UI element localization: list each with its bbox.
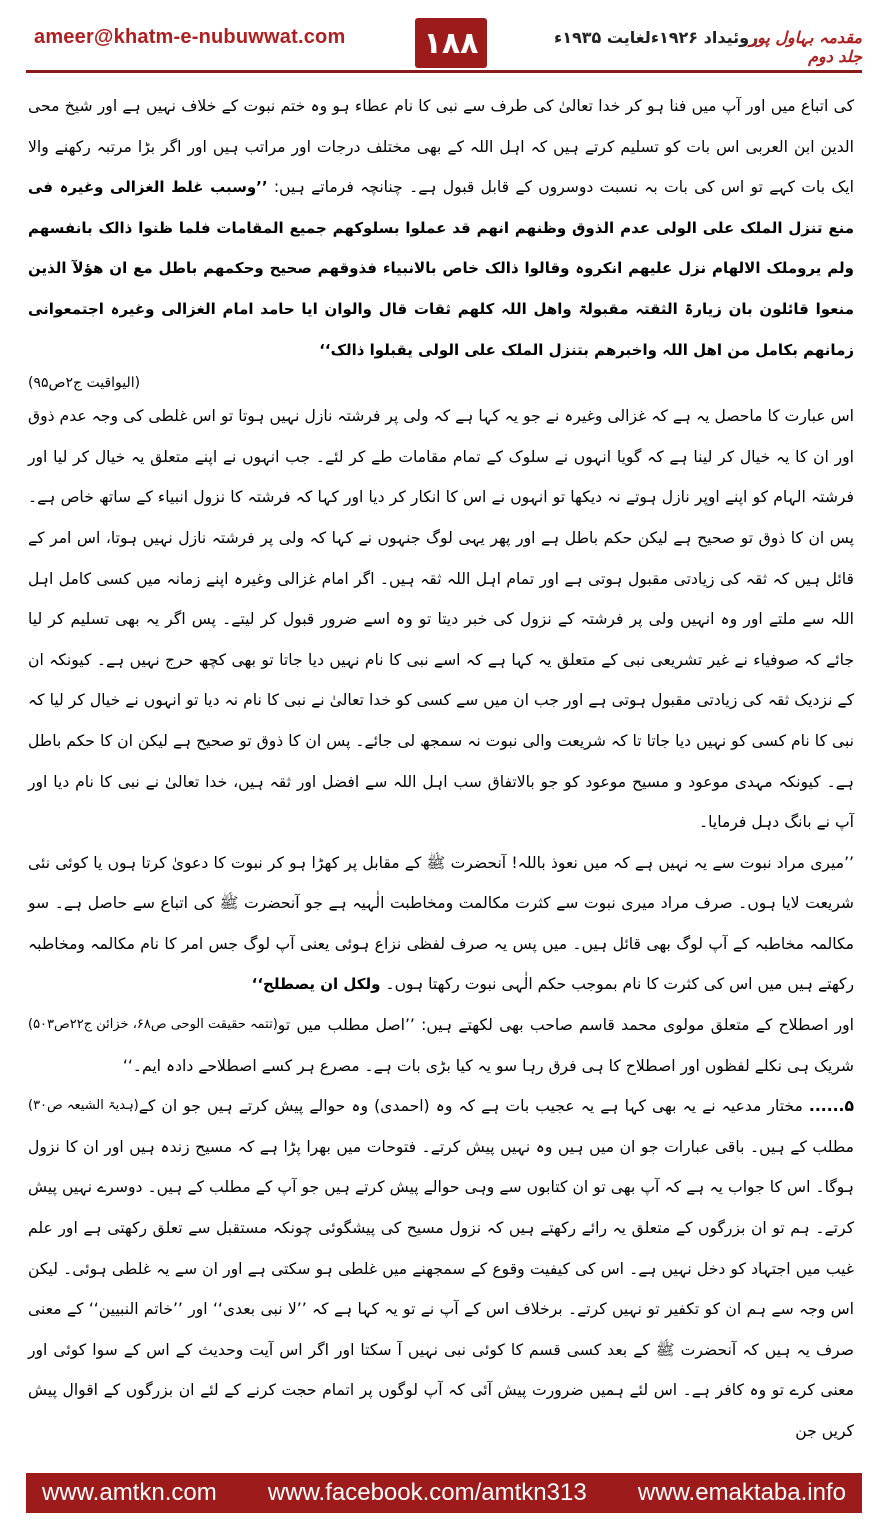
page-number-badge: ۱۸۸ <box>415 18 487 68</box>
quote-2 <box>28 843 854 1033</box>
reference-1: (الیواقیت ج۲ص۹۵) <box>28 375 141 392</box>
paragraph-2: اس عبارت کا ماحصل یہ ہے کہ غزالی وغیرہ نے جو یہ کہا ہے کہ ولی پر فرشتہ نازل نہیں ہوتا تو اس غلطی کی وجہ عدم ذوق اور ان کا یہ خیال کر لینا ہے کہ گویا انہوں نے سلوک کے تمام مقامات طے کر لئے۔ جب انہوں نے اپنے متعلق یہ خیال کر لیا اور فرشتہ الہام کو اپنے اوپر نازل ہوتے نہ دیکھا تو انہوں نے اس کا انکار کر دیا اور کہا کہ فرشتہ کا نزول انبیاء کے ساتھ خاص ہے۔ پس ان کا ذوق تو صحیح ہے لیکن حکم باطل ہے اور پھر یہی لوگ جنہوں نے کہا کہ ولی پر فرشتہ نازل نہیں ہوتا، اس امر کے قائل ہیں کہ ثقہ کی زیادتی مقبول ہوتی ہے اور تمام اہل اللہ ثقہ ہیں۔ اگر امام غزالی وغیرہ اپنے زمانہ میں کسی کامل اہل اللہ سے ملتے اور وہ انہیں ولی پر فرشتہ کے نزول کی خبر دیتا تو وہ اسے ضرور قبول کر لیتے۔ پس اگر یہ بھی تسلیم کر لیا جائے کہ صوفیاء نے غیر تشریعی نبی کے متعلق یہ کہا ہے کہ اسے نبی کا نام نہیں دیا جاتا تو بھی کچھ حرج نہیں ہے۔ کیونکہ ان کے نزدیک ثقہ کی زیادتی مقبول ہوتی ہے اور جب ان میں سے کسی کو خدا تعالیٰ نے نبی کا نام نہ دیا تو انہوں نے خیال کر لیا کہ نبی کا نام کسی کو نہیں دیا جاتا تا کہ شریعت والی نبوت نہ سمجھ لی جائے۔ پس ان کا ذوق تو صحیح ہے لیکن ان کا حکم باطل ہے۔ کیونکہ مہدی موعود و مسیح موعود کو جو بالاتفاق سب اہل اللہ سے افضل اور ثقہ ہیں، خدا تعالیٰ نے نبی کا نام دیا اور آپ نے بانگ دہل فرمایا۔ <box>28 407 854 832</box>
page-footer <box>26 1473 862 1513</box>
paragraph-3-text: اور اصطلاح کے متعلق مولوی محمد قاسم صاحب بھی لکھتے ہیں: ’’اصل مطلب میں تو شریک ہی نکلے لفظوں اور اصطلاح کا ہی فرق رہا سو یہ کیا بڑی بات ہے۔ مصرع ہر کسے اصطلاحے دادہ ایم۔‘‘ <box>122 1016 854 1075</box>
page-header <box>26 18 862 73</box>
quote-2-text: ’’میری مراد نبوت سے یہ نہیں ہے کہ میں نعوذ باللہ! آنحضرت ﷺ کے مقابل پر کھڑا ہو کر نبوت کا دعویٰ کرتا ہوں یا کوئی نئی شریعت لایا ہوں۔ صرف مراد میری نبوت سے کثرت مکالمت ومخاطبت الٰہیہ ہے جو آنحضرت ﷺ کی اتباع سے حاصل ہے۔ سو مکالمہ مخاطبہ کے آپ لوگ بھی قائل ہیں۔ میں پس یہ صرف لفظی نزاع ہوئی یعنی آپ لوگ جس امر کا نام مکالمہ ومخاطبہ رکھتے ہیں میں اس کی کثرت کا نام بموجب حکم الٰہی نبوت رکھتا ہوں۔ <box>28 853 854 994</box>
item-number-5: ۵...... <box>808 1097 854 1116</box>
arabic-quote-1: ’’وسبب غلط الغزالی وغیرہ فی منع تنزل الملک علی الولی عدم الذوق وظنھم انھم قد عملوا بسلوکھم جمیع المقامات فلما ظنوا ذالک بانفسھم ولم یروملک الالھام نزل علیھم انکروہ وقالوا ذالک خاص بالانبیاء فذوقھم صحیح وحکمھم باطل مع ان ھؤلآ الذین منعوا قائلون بان زیارۃ الثقتہ مقبولۃ واھل اللہ کلھم ثقات قال والوان ایا حامد امام الغزالی وغیرہ اجتمعوانی زمانھم بکامل من اھل اللہ واخبرھم بتنزل الملک علی الولی یقبلوا ذالک‘‘ <box>28 178 854 359</box>
header-book-title: مقدمہ بہاول پور جلد دوم <box>749 28 862 66</box>
paragraph-1 <box>28 86 854 370</box>
footer-link-emaktaba[interactable]: www.emaktaba.info <box>637 1479 846 1506</box>
footer-link-amtkn[interactable]: www.amtkn.com <box>42 1479 217 1506</box>
header-period: روئیداد ۱۹۲۶ءلغایت ۱۹۳۵ء <box>554 28 759 47</box>
reference-2: (تتمہ حقیقت الوحی ص۶۸، خزائن ج۲۲ص۵۰۳) <box>28 1017 278 1033</box>
header-email[interactable]: ameer@khatm-e-nubuwwat.com <box>34 26 346 48</box>
arabic-quote-2: ولکل ان یصطلح‘‘ <box>251 975 381 994</box>
paragraph-1-text: کی اتباع میں اور آپ میں فنا ہو کر خدا تعالیٰ کی طرف سے نبی کا نام عطاء ہو وہ ختم نبوت کے خلاف نہیں ہے اور شیخ محی الدین ابن العربی اس بات کو تسلیم کرتے ہیں کہ اہل اللہ کے بھی مختلف درجات اور مراتب ہیں اور اگر بڑا مرتبہ رکھنے والا ایک بات کہے تو اس کی بات بہ نسبت دوسروں کے قابل قبول ہے۔ چنانچہ فرماتے ہیں: <box>28 97 854 197</box>
paragraph-4-text: مختار مدعیہ نے یہ بھی کہا ہے یہ عجیب بات ہے کہ وہ (احمدی) وہ حوالے پیش کرتے ہیں جو ان کے مطلب کے ہیں۔ باقی عبارات جو ان میں ہیں وہ نہیں پیش کرتے۔ فتوحات میں بھرا پڑا ہے کہ مسیح زندہ ہیں اور ان کا نزول ہوگا۔ اس کا جواب یہ ہے کہ آپ بھی تو ان کتابوں سے وہی حوالے پیش کرتے ہیں جو آپ کے مطلب کے ہیں۔ دوسرے نہیں پیش کرتے۔ ہم تو ان بزرگوں کے متعلق یہ رائے رکھتے ہیں کہ نزول مسیح کی پیشگوئی چونکہ مستقبل سے تعلق رکھتی ہے اور علم غیب میں اجتہاد کو دخل نہیں ہے۔ اس کی کیفیت وقوع کے سمجھنے میں غلطی ہو سکتی ہے اور ان سے یہ غلطی ہوئی۔ لیکن اس وجہ سے ہم ان کو تکفیر تو نہیں کرتے۔ برخلاف اس کے آپ نے تو یہ کہا ہے کہ ’’لا نبی بعدی‘‘ اور ’’خاتم النبیین‘‘ کے معنی صرف یہ ہیں کہ آنحضرت ﷺ کے بعد کسی قسم کا کوئی نبی نہیں آ سکتا اور اگر اس آیت وحدیث کے اس کے سوا کوئی اور معنی کرے تو وہ کافر ہے۔ اس لئے ہمیں ضرورت پیش آئی کہ آپ لوگوں پر اتمام حجت کرنے کے لئے ان بزرگوں کے اقوال پیش کریں جن <box>28 1097 854 1440</box>
paragraph-4 <box>28 1086 854 1451</box>
reference-3: (ہدیۃ الشیعہ ص۳۰) <box>28 1098 139 1114</box>
footer-link-facebook[interactable]: www.facebook.com/amtkn313 <box>267 1479 587 1506</box>
page-body <box>28 86 854 1452</box>
